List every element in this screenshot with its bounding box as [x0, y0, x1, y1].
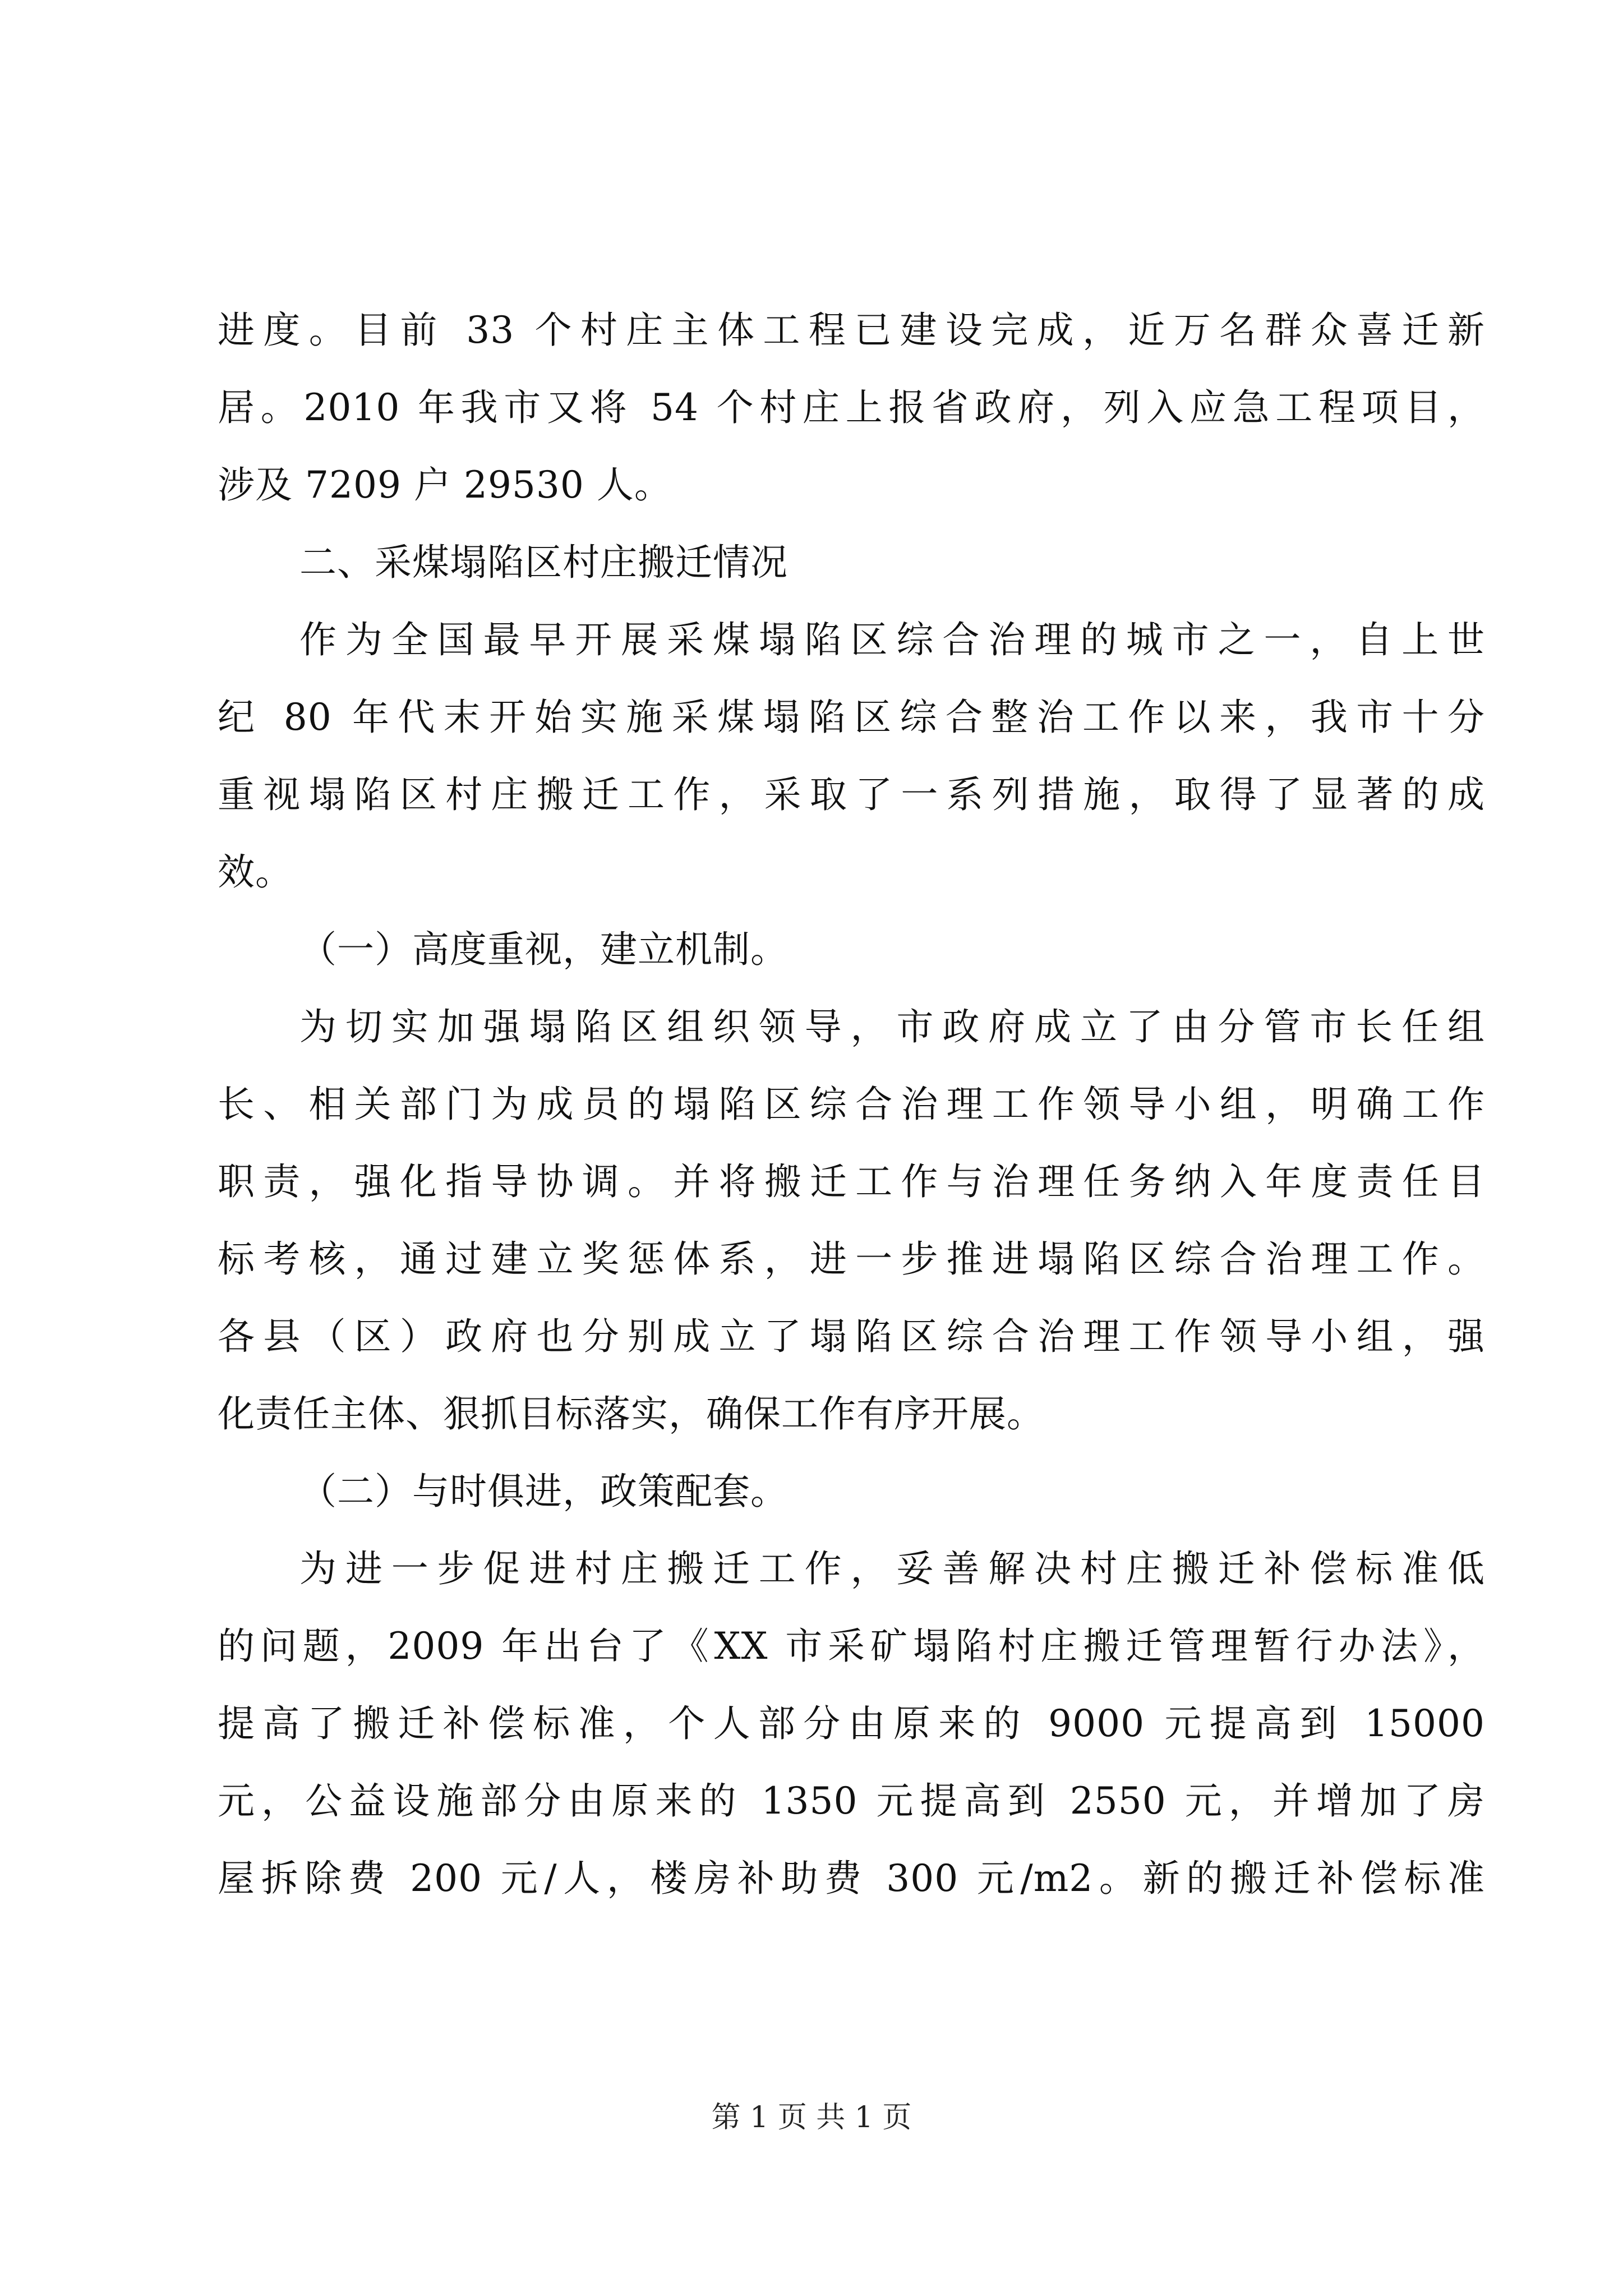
text-line: 提高了搬迁补偿标准，个人部分由原来的 9000 元提高到 15000 — [218, 1702, 1485, 1745]
text-line: 化责任主体、狠抓目标落实，确保工作有序开展。 — [218, 1392, 1044, 1435]
text-line: 二、采煤塌陷区村庄搬迁情况 — [299, 541, 788, 584]
text-line: 的问题，2009 年出台了《XX 市采矿塌陷村庄搬迁管理暂行办法》， — [218, 1625, 1485, 1668]
text-line: 长、相关部门为成员的塌陷区综合治理工作领导小组，明确工作 — [218, 1083, 1485, 1126]
text-line: 纪 80 年代末开始实施采煤塌陷区综合整治工作以来，我市十分 — [218, 696, 1485, 739]
text-line: 元，公益设施部分由原来的 1350 元提高到 2550 元，并增加了房 — [218, 1779, 1485, 1823]
text-line: 各县（区）政府也分别成立了塌陷区综合治理工作领导小组，强 — [218, 1315, 1485, 1358]
text-line: 职责，强化指导协调。并将搬迁工作与治理任务纳入年度责任目 — [218, 1160, 1485, 1203]
text-line: 标考核，通过建立奖惩体系，进一步推进塌陷区综合治理工作。 — [218, 1237, 1485, 1281]
text-line: 居。2010 年我市又将 54 个村庄上报省政府，列入应急工程项目， — [218, 386, 1485, 429]
text-line: 重视塌陷区村庄搬迁工作，采取了一系列措施，取得了显著的成 — [218, 773, 1485, 816]
text-line: （二）与时俱进，政策配套。 — [299, 1470, 788, 1513]
text-line: 涉及 7209 户 29530 人。 — [218, 463, 672, 507]
document-body — [218, 292, 1485, 1917]
page-footer: 第 1 页 共 1 页 — [711, 2101, 912, 2134]
text-line: 作为全国最早开展采煤塌陷区综合治理的城市之一，自上世 — [299, 618, 1485, 661]
text-line: 效。 — [218, 850, 293, 894]
text-line: （一）高度重视，建立机制。 — [299, 928, 788, 971]
text-line: 为切实加强塌陷区组织领导，市政府成立了由分管市长任组 — [299, 1005, 1485, 1048]
text-line: 进度。目前 33 个村庄主体工程已建设完成，近万名群众喜迁新 — [218, 309, 1485, 352]
text-line: 为进一步促进村庄搬迁工作，妥善解决村庄搬迁补偿标准低 — [299, 1547, 1485, 1590]
text-line: 屋拆除费 200 元/人，楼房补助费 300 元/m2。新的搬迁补偿标准 — [218, 1857, 1485, 1900]
